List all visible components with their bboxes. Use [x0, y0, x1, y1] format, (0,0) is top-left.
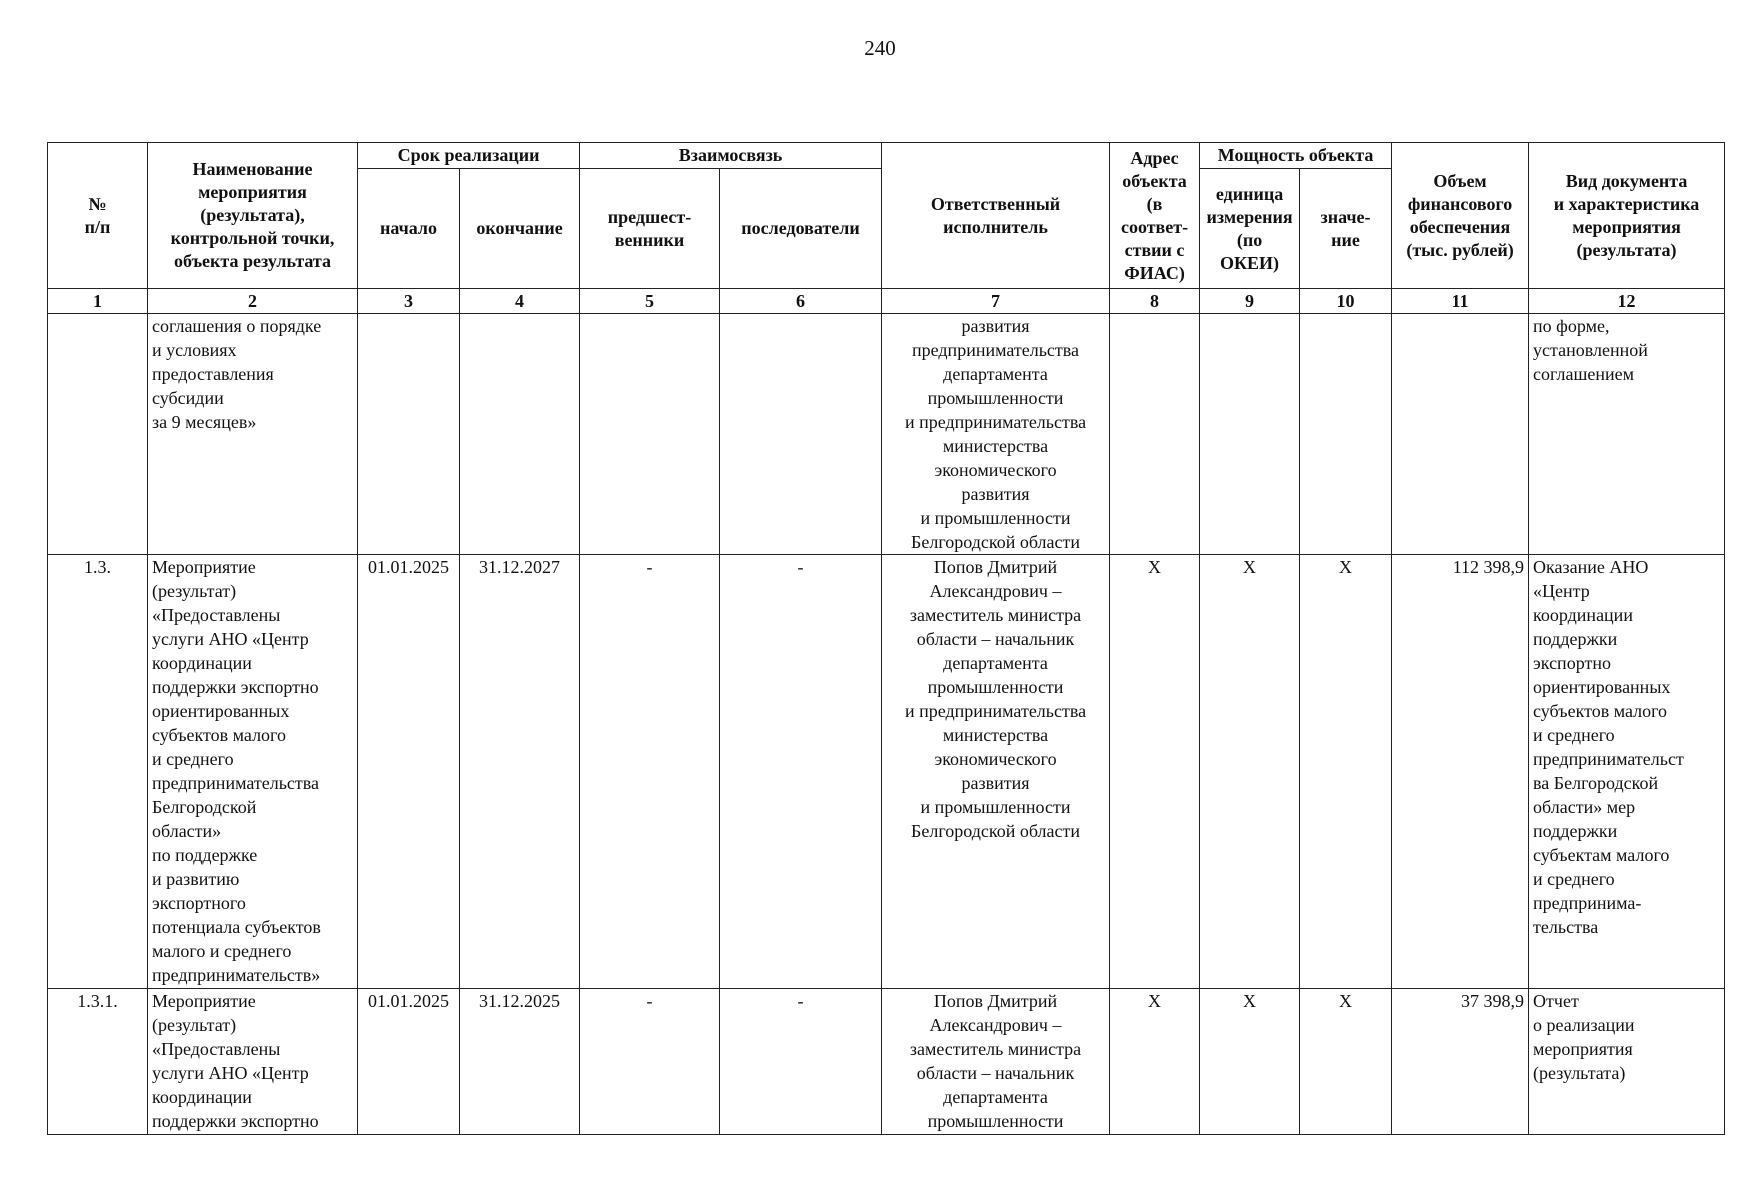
table-row: [48, 314, 1725, 555]
header-end: окончание: [460, 169, 580, 289]
column-number: 9: [1200, 289, 1300, 314]
column-number: 6: [720, 289, 882, 314]
cell-successors: [720, 314, 882, 555]
page-number: 240: [864, 36, 896, 60]
cell-start: [358, 314, 460, 555]
cell-doc: Отчет о реализации мероприятия (результата): [1529, 989, 1725, 1135]
cell-address: X: [1110, 555, 1200, 989]
cell-predecessors: -: [580, 989, 720, 1135]
column-number: 5: [580, 289, 720, 314]
cell-address: [1110, 314, 1200, 555]
column-number: 8: [1110, 289, 1200, 314]
column-number: 12: [1529, 289, 1725, 314]
header-executor: Ответственный исполнитель: [882, 143, 1110, 289]
cell-value: X: [1300, 989, 1392, 1135]
header-start: начало: [358, 169, 460, 289]
column-number: 10: [1300, 289, 1392, 314]
header-address: Адрес объекта (в соответ- ствии с ФИАС): [1110, 143, 1200, 289]
cell-start: 01.01.2025: [358, 989, 460, 1135]
cell-value: X: [1300, 555, 1392, 989]
cell-finance: 112 398,9: [1392, 555, 1529, 989]
header-value: значе- ние: [1300, 169, 1392, 289]
cell-executor: Попов Дмитрий Александрович – заместитель министра области – начальник департамента промышленности и предпринимательства министерства экономического развития и промышленности Белгородской области: [882, 555, 1110, 989]
cell-executor: Попов Дмитрий Александрович – заместитель министра области – начальник департамента промышленности: [882, 989, 1110, 1135]
column-number-row: [48, 289, 1725, 314]
cell-end: 31.12.2027: [460, 555, 580, 989]
cell-unit: X: [1200, 989, 1300, 1135]
header-link: Взаимосвязь: [580, 143, 882, 169]
cell-successors: -: [720, 555, 882, 989]
column-number: 1: [48, 289, 148, 314]
cell-end: [460, 314, 580, 555]
column-number: 4: [460, 289, 580, 314]
cell-finance: 37 398,9: [1392, 989, 1529, 1135]
cell-name: Мероприятие (результат) «Предоставлены услуги АНО «Центр координации поддержки экспортно ориентированных субъектов малого и среднего предпринимательства Белгородской области» по поддержке и развитию экспортного потенциала субъектов малого и среднего предпринимательств»: [148, 555, 358, 989]
cell-doc: Оказание АНО «Центр координации поддержки экспортно ориентированных субъектов малого и среднего предпринимательст ва Белгородской области» мер поддержки субъектам малого и среднего предпринима- тельства: [1529, 555, 1725, 989]
header-doc: Вид документа и характеристика мероприятия (результата): [1529, 143, 1725, 289]
cell-num: 1.3.: [48, 555, 148, 989]
cell-executor: развития предпринимательства департамента промышленности и предпринимательства министерства экономического развития и промышленности Белгородской области: [882, 314, 1110, 555]
table-row: [48, 989, 1725, 1135]
table-row: [48, 555, 1725, 989]
cell-successors: -: [720, 989, 882, 1135]
cell-name: соглашения о порядке и условиях предоставления субсидии за 9 месяцев»: [148, 314, 358, 555]
cell-num: [48, 314, 148, 555]
cell-predecessors: [580, 314, 720, 555]
header-successors: последователи: [720, 169, 882, 289]
cell-start: 01.01.2025: [358, 555, 460, 989]
cell-end: 31.12.2025: [460, 989, 580, 1135]
cell-predecessors: -: [580, 555, 720, 989]
cell-value: [1300, 314, 1392, 555]
cell-name: Мероприятие (результат) «Предоставлены услуги АНО «Центр координации поддержки экспортно: [148, 989, 358, 1135]
column-number: 11: [1392, 289, 1529, 314]
header-term: Срок реализации: [358, 143, 580, 169]
header-predecessors: предшест- венники: [580, 169, 720, 289]
column-number: 3: [358, 289, 460, 314]
header-num: № п/п: [48, 143, 148, 289]
cell-address: X: [1110, 989, 1200, 1135]
cell-unit: [1200, 314, 1300, 555]
cell-doc: по форме, установленной соглашением: [1529, 314, 1725, 555]
column-number: 7: [882, 289, 1110, 314]
activity-plan-table: [47, 142, 1725, 1135]
cell-finance: [1392, 314, 1529, 555]
column-number: 2: [148, 289, 358, 314]
table-header: [48, 143, 1725, 314]
header-finance: Объем финансового обеспечения (тыс. рублей): [1392, 143, 1529, 289]
cell-unit: X: [1200, 555, 1300, 989]
cell-num: 1.3.1.: [48, 989, 148, 1135]
header-capacity: Мощность объекта: [1200, 143, 1392, 169]
header-name: Наименование мероприятия (результата), контрольной точки, объекта результата: [148, 143, 358, 289]
header-unit: единица измерения (по ОКЕИ): [1200, 169, 1300, 289]
table-body: [48, 314, 1725, 1135]
